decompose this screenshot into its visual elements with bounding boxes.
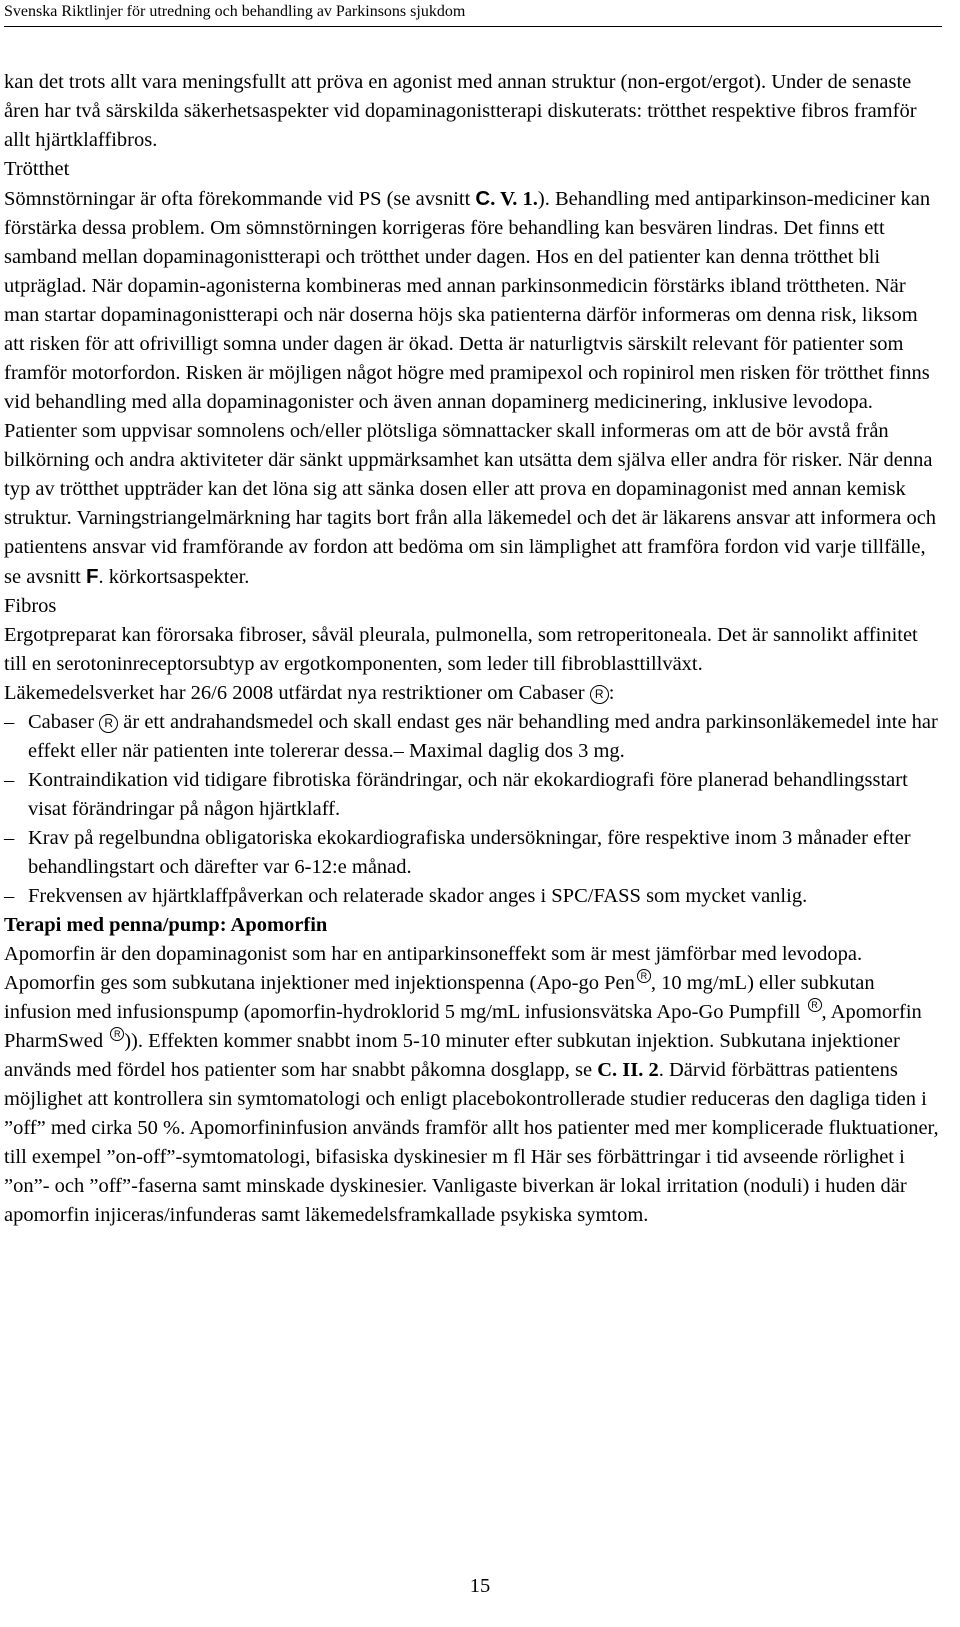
- page-number: 15: [469, 1575, 491, 1597]
- apomorfin-text-4: )). Effekten kommer snabbt inom 5-10 minuter efter subkutan injektion. Subkutana injektioner används med fördel hos patienter som har snabbt påkomna dosglapp, se: [4, 1030, 900, 1081]
- apomorfin-text-3: , Apomorfin PharmSwed: [4, 1001, 922, 1052]
- intro-paragraph: kan det trots allt vara meningsfullt att pröva en agonist med annan struktur (non-ergot/ergot). Under de senaste åren har två särskilda säkerhetsaspekter vid dopaminagonistterapi diskuterats: trötthet respektive fibros framför allt hjärtklaffibros.: [4, 71, 917, 151]
- dash-bullet: –: [4, 827, 15, 849]
- running-header: Svenska Riktlinjer för utredning och behandling av Parkinsons sjukdom: [4, 3, 466, 20]
- list-item: [4, 824, 942, 882]
- registered-trademark-icon: R: [110, 1027, 124, 1041]
- restriction-intro: [4, 679, 942, 708]
- heading-fibros: Fibros: [4, 595, 57, 617]
- section-ref-c-ii-2: C. II. 2: [597, 1059, 659, 1081]
- registered-trademark-icon: R: [590, 685, 609, 704]
- header-rule: [4, 26, 942, 27]
- list-item: [4, 882, 942, 911]
- trotthet-paragraph: [4, 184, 942, 592]
- bullet-text: Kontraindikation vid tidigare fibrotiska förändringar, och när ekokardiografi före planerad behandlingsstart visat förändringar på någon hjärtklaff.: [28, 769, 908, 820]
- bullet-text: Krav på regelbundna obligatoriska ekokardiografiska undersökningar, före respektive inom 3 månader efter behandlingstart och därefter var 6-12:e månad.: [28, 827, 911, 878]
- dash-bullet: –: [4, 711, 15, 733]
- restriction-list: [4, 708, 942, 911]
- registered-trademark-icon: R: [637, 969, 651, 983]
- apomorfin-text-1: Apomorfin är den dopaminagonist som har en antiparkinsoneffekt som är mest jämförbar med levodopa. Apomorfin ges som subkutana injektioner med injektionspenna (Apo-go Pen: [4, 943, 863, 994]
- section-ref-c: C: [475, 187, 491, 210]
- dash-bullet: –: [4, 885, 15, 907]
- trotthet-text-3: . körkortsaspekter.: [98, 566, 250, 588]
- bullet-text-before: Cabaser: [28, 711, 95, 733]
- section-ref-c-rest: . V. 1.: [490, 188, 538, 210]
- dash-bullet: –: [4, 769, 15, 791]
- restriction-intro-colon: :: [608, 682, 615, 704]
- section-ref-f: F: [86, 565, 99, 588]
- list-item: [4, 708, 942, 766]
- apomorfin-text-5: . Därvid förbättras patientens möjlighet att kontrollera sin symtomatologi och enligt placebokontrollerade studier reduceras den dagliga tiden i ”off” med cirka 50 %. Apomorfininfusion används framför allt hos patienter med mer komplicerade fluktuationer, till exempel ”on-off”-symtomatologi, bifasiska dyskinesier m fl Här ses förbättringar i tid avseende rörlighet i ”on”- och ”off”-faserna samt minskade dyskinesier. Vanligaste biverkan är lokal irritation (noduli) i huden där apomorfin injiceras/infunderas samt läkemedelsframkallade psykiska symtom.: [4, 1059, 939, 1226]
- apomorfin-text-2: , 10 mg/mL) eller subkutan infusion med infusionspump (apomorfin-hydroklorid 5 mg/mL infusionsvätska Apo-Go Pumpfill: [4, 972, 875, 1023]
- document-body: [4, 68, 942, 1230]
- restriction-intro-text: Läkemedelsverket har 26/6 2008 utfärdat nya restriktioner om Cabaser: [4, 682, 585, 704]
- registered-trademark-icon: R: [808, 998, 822, 1012]
- list-item: [4, 766, 942, 824]
- trotthet-text-2: ). Behandling med antiparkinson-mediciner kan förstärka dessa problem. Om sömnstörningen korrigeras före behandling kan besvären lindras. Det finns ett samband mellan dopaminagonistterapi och trötthet under dagen. Hos en del patienter kan denna trötthet bli utpräglad. När dopamin-agonisterna kombineras med annan parkinsonmedicin förstärks ibland tröttheten. När man startar dopaminagonistterapi och när doserna höjs ska patienterna därför informeras om denna risk, liksom att risken för att ofrivilligt somna under dagen är ökad. Detta är naturligtvis särskilt relevant för patienter som framför motorfordon. Risken är möjligen något högre med pramipexol och ropinirol men risken för trötthet finns vid behandling med alla dopaminagonister och även annan dopaminerg medicinering, inklusive levodopa. Patienter som uppvisar somnolens och/eller plötsliga sömnattacker skall informeras om att de bör avstå från bilkörning och andra aktiviteter där sänkt uppmärksamhet kan utsätta dem själva eller andra för risker. När denna typ av trötthet uppträder kan det löna sig att sänka dosen eller att prova en dopaminagonist med annan kemisk struktur. Varningstriangelmärkning har tagits bort från alla läkemedel och det är läkarens ansvar att informera och patientens ansvar vid framförande av fordon att bedöma om sin lämplighet att framföra fordon vid varje tillfälle, se avsnitt: [4, 188, 937, 588]
- heading-apomorfin: Terapi med penna/pump: Apomorfin: [4, 914, 328, 936]
- heading-trotthet: Trötthet: [4, 158, 70, 180]
- trotthet-text-1: Sömnstörningar är ofta förekommande vid PS (se avsnitt: [4, 188, 476, 210]
- registered-trademark-icon: R: [99, 714, 118, 733]
- bullet-text: Frekvensen av hjärtklaffpåverkan och relaterade skador anges i SPC/FASS som mycket vanlig.: [28, 885, 808, 907]
- bullet-text-after: är ett andrahandsmedel och skall endast ges när behandling med andra parkinsonläkemedel inte har effekt eller när patienten inte tolererar dessa.– Maximal daglig dos 3 mg.: [28, 711, 938, 762]
- fibros-paragraph: Ergotpreparat kan förorsaka fibroser, såväl pleurala, pulmonella, som retroperitoneala. Det är sannolikt affinitet till en serotoninreceptorsubtyp av ergotkomponenten, som leder till fibroblasttillväxt.: [4, 624, 918, 675]
- apomorfin-paragraph: [4, 940, 942, 1230]
